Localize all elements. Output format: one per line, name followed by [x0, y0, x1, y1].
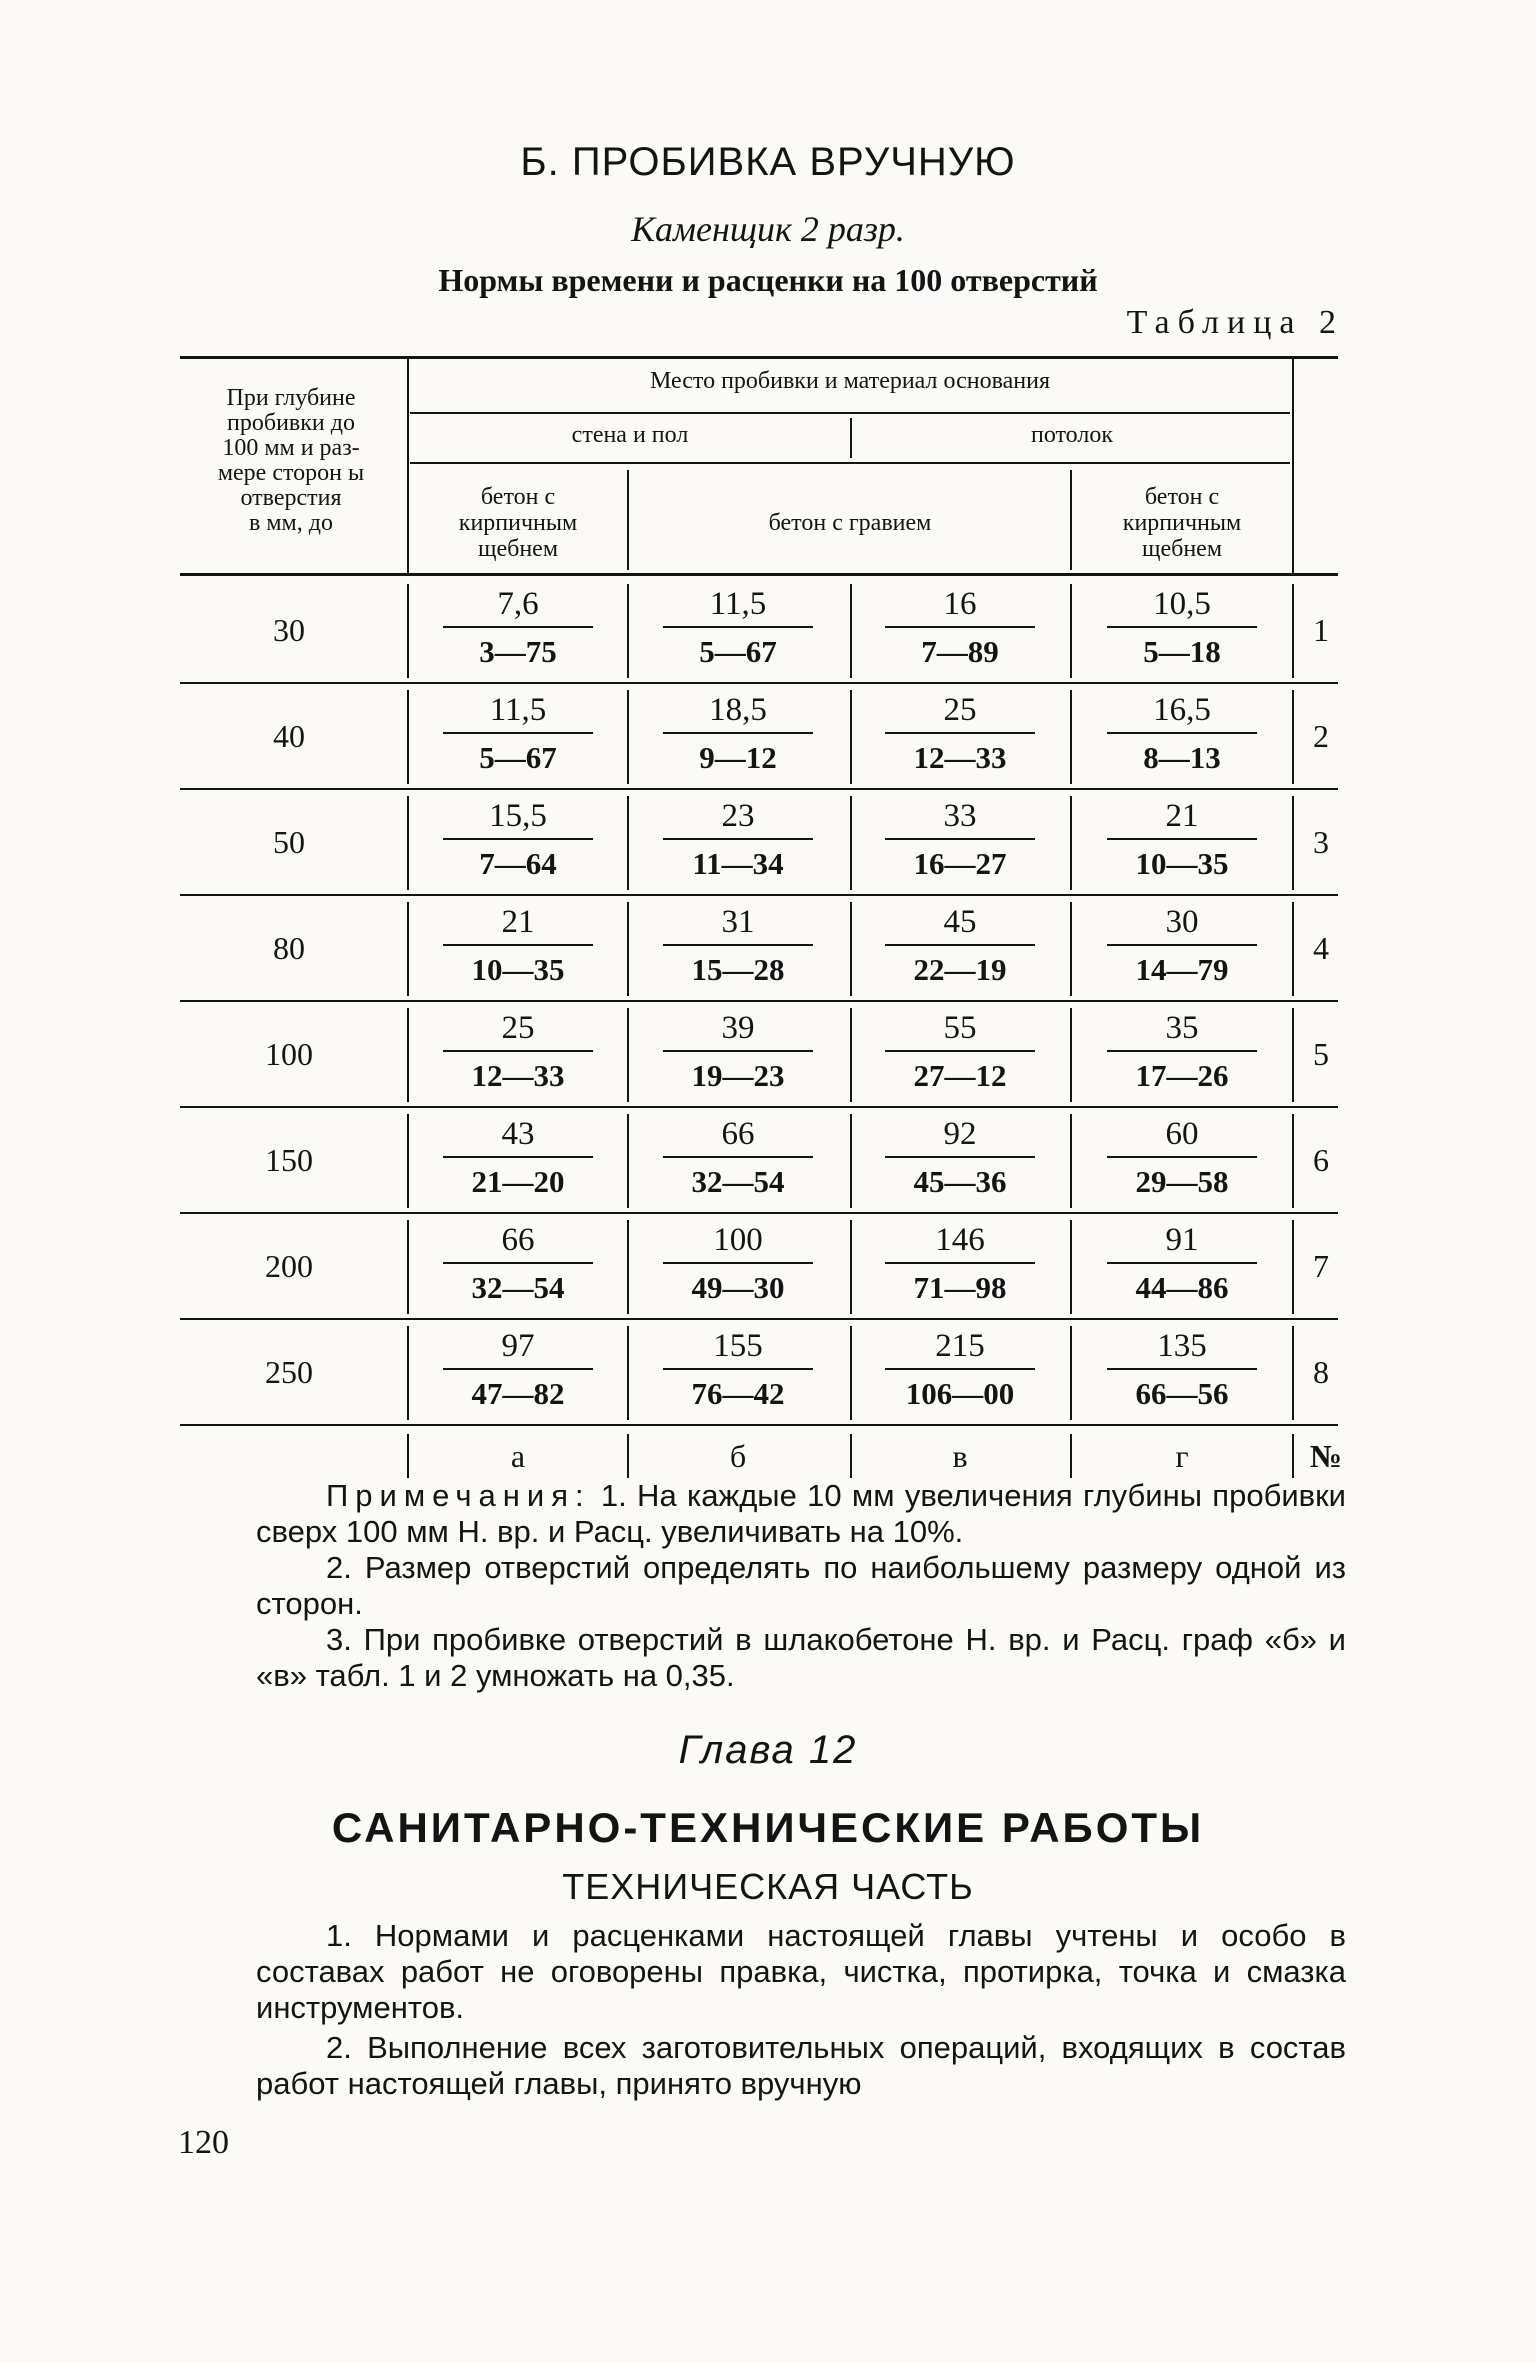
column-letter: а [510, 1438, 526, 1474]
time-norm: 146 [935, 1222, 985, 1258]
table-row-vline [850, 1220, 852, 1314]
table-cell [850, 1112, 1070, 1204]
header-place-material: Место пробивки и материал основания [649, 368, 1051, 394]
number-sign: № [1309, 1438, 1343, 1474]
price-rate: 7—64 [479, 846, 557, 881]
time-norm: 35 [1165, 1010, 1199, 1046]
time-norm: 91 [1165, 1222, 1199, 1258]
time-norm: 55 [943, 1010, 977, 1046]
table-row-rule [180, 682, 1338, 684]
table-row-vline [407, 584, 409, 678]
table-row-vline [407, 1008, 409, 1102]
time-norm: 97 [501, 1328, 535, 1364]
table-cell [628, 1006, 848, 1098]
price-rate: 21—20 [471, 1164, 565, 1199]
table-cell [850, 1218, 1070, 1310]
header-col-a-line: кирпичным [458, 510, 578, 536]
header-vline-left [407, 358, 409, 573]
table-row-rule [180, 894, 1338, 896]
header-rule-2 [410, 462, 1290, 464]
column-letter: в [952, 1438, 968, 1474]
table-cell [1072, 1112, 1292, 1204]
notes-label: Примечания: [326, 1478, 591, 1513]
header-depth-label [186, 386, 396, 536]
time-norm: 66 [501, 1222, 535, 1258]
table-row-vline [627, 690, 629, 784]
table-cell [628, 1218, 848, 1310]
note-1 [256, 1478, 1346, 1550]
body-paragraph-2: 2. Выполнение всех заготовительных операций, входящих в состав работ настоящей главы, принято вручную [256, 2030, 1346, 2101]
table-row-vline [627, 1114, 629, 1208]
header-depth-line: 100 мм и раз- [222, 435, 360, 461]
table-row-rule [180, 788, 1338, 790]
table-row-rule [180, 1106, 1338, 1108]
table-cell [408, 1112, 628, 1204]
time-norm: 16 [943, 586, 977, 622]
table-cell [628, 1324, 848, 1416]
note-3: 3. При пробивке отверстий в шлакобетоне Н. вр. и Расц. граф «б» и «в» табл. 1 и 2 умножать на 0,35. [256, 1622, 1346, 1693]
header-col-g-line: щебнем [1141, 536, 1223, 562]
price-rate: 12—33 [913, 740, 1007, 775]
table-row-depth: 250 [265, 1354, 313, 1390]
price-rate: 76—42 [691, 1376, 785, 1411]
letter-row-vline [407, 1434, 409, 1478]
price-rate: 47—82 [471, 1376, 565, 1411]
header-col-g [1072, 484, 1292, 562]
table-cell [1072, 794, 1292, 886]
header-col-a-line: бетон с [480, 484, 556, 510]
table-row-vline [407, 1326, 409, 1420]
table-cell [408, 1218, 628, 1310]
page-number: 120 [178, 2124, 229, 2161]
column-letter: б [729, 1438, 747, 1474]
table-row-vline [1292, 1220, 1294, 1314]
tech-part-heading: ТЕХНИЧЕСКАЯ ЧАСТЬ [562, 1866, 974, 1907]
table-cell [628, 582, 848, 674]
table-cell [628, 1112, 848, 1204]
table-cell [1072, 900, 1292, 992]
table-row-vline [1070, 796, 1072, 890]
letter-row-vline [850, 1434, 852, 1478]
time-norm: 92 [943, 1116, 977, 1152]
time-norm: 21 [501, 904, 535, 940]
table-row-vline [1292, 584, 1294, 678]
table-cell [850, 794, 1070, 886]
table-row-vline [1070, 1220, 1072, 1314]
price-rate: 9—12 [699, 740, 777, 775]
time-norm: 10,5 [1153, 586, 1211, 622]
table-row-vline [1292, 1114, 1294, 1208]
time-norm: 60 [1165, 1116, 1199, 1152]
table-cell [850, 1324, 1070, 1416]
table-row-depth: 50 [273, 824, 305, 860]
price-rate: 45—36 [913, 1164, 1007, 1199]
header-wall-floor: стена и пол [571, 422, 689, 448]
header-depth-line: в мм, до [249, 510, 333, 536]
price-rate: 15—28 [691, 952, 785, 987]
chapter-number: Глава 12 [678, 1728, 858, 1772]
header-ceiling: потолок [1030, 422, 1114, 448]
time-norm: 18,5 [709, 692, 767, 728]
header-depth-line: пробивки до [227, 410, 355, 436]
table-cell [408, 688, 628, 780]
table-row-vline [627, 902, 629, 996]
table-row-number: 1 [1313, 612, 1329, 648]
table-row-vline [850, 902, 852, 996]
price-rate: 106—00 [905, 1376, 1015, 1411]
table-cell [408, 1006, 628, 1098]
table-cell [628, 688, 848, 780]
table-cell [850, 900, 1070, 992]
table-row-vline [1070, 690, 1072, 784]
table-row-vline [407, 690, 409, 784]
price-rate: 14—79 [1135, 952, 1229, 987]
time-norm: 21 [1165, 798, 1199, 834]
column-letter: г [1175, 1438, 1189, 1474]
time-norm: 30 [1165, 904, 1199, 940]
table-row-vline [1070, 1114, 1072, 1208]
table-cell [1072, 582, 1292, 674]
time-norm: 33 [943, 798, 977, 834]
table-row-number: 3 [1313, 824, 1329, 860]
table-cell [1072, 688, 1292, 780]
table-row-vline [627, 1220, 629, 1314]
table-row-depth: 40 [273, 718, 305, 754]
time-norm: 11,5 [709, 586, 767, 622]
table-row-vline [850, 1326, 852, 1420]
body-paragraph-1: 1. Нормами и расценками настоящей главы учтены и особо в составах работ не оговорены правка, чистка, протирка, точка и смазка инструментов. [256, 1918, 1346, 2025]
table-row-rule [180, 1424, 1338, 1426]
table-row-rule [180, 1000, 1338, 1002]
header-col-g-line: кирпичным [1122, 510, 1242, 536]
header-rule-1 [410, 412, 1290, 414]
note-2: 2. Размер отверстий определять по наибольшему размеру одной из сторон. [256, 1550, 1346, 1621]
header-col-g-line: бетон с [1144, 484, 1220, 510]
table-row-number: 6 [1313, 1142, 1329, 1178]
price-rate: 44—86 [1135, 1270, 1229, 1305]
table-row-number: 7 [1313, 1248, 1329, 1284]
table-row-number: 8 [1313, 1354, 1329, 1390]
price-rate: 32—54 [471, 1270, 565, 1305]
table-row-vline [850, 796, 852, 890]
table-row-number: 5 [1313, 1036, 1329, 1072]
table-cell [408, 582, 628, 674]
letter-row-vline [1292, 1434, 1294, 1478]
time-norm: 11,5 [489, 692, 547, 728]
time-norm: 100 [713, 1222, 763, 1258]
price-rate: 32—54 [691, 1164, 785, 1199]
price-rate: 22—19 [913, 952, 1007, 987]
time-norm: 135 [1157, 1328, 1207, 1364]
price-rate: 7—89 [921, 634, 999, 669]
table-row-rule [180, 1212, 1338, 1214]
table-cell [408, 794, 628, 886]
table-label: Таблица 2 [1126, 304, 1344, 341]
table-row-vline [407, 1220, 409, 1314]
price-rate: 17—26 [1135, 1058, 1229, 1093]
table-row-vline [1292, 1008, 1294, 1102]
price-rate: 19—23 [691, 1058, 785, 1093]
table-row-vline [627, 1326, 629, 1420]
table-row-vline [1070, 584, 1072, 678]
table-cell [628, 900, 848, 992]
header-col-b: бетон с гравием [768, 510, 932, 536]
table-row-vline [1070, 902, 1072, 996]
table-row-vline [1292, 796, 1294, 890]
table-cell [628, 794, 848, 886]
section-title: Б. ПРОБИВКА ВРУЧНУЮ [520, 140, 1016, 184]
letter-row-vline [627, 1434, 629, 1478]
table-row-number: 4 [1313, 930, 1329, 966]
table-row-vline [1292, 1326, 1294, 1420]
time-norm: 39 [721, 1010, 755, 1046]
price-rate: 29—58 [1135, 1164, 1229, 1199]
header-depth-line: отверстия [240, 485, 342, 511]
table-row-vline [627, 796, 629, 890]
table-cell [1072, 1324, 1292, 1416]
time-norm: 155 [713, 1328, 763, 1364]
table-row-vline [627, 1008, 629, 1102]
table-top-rule [180, 356, 1338, 359]
table-row-depth: 150 [265, 1142, 313, 1178]
table-cell [850, 688, 1070, 780]
table-row-vline [850, 1114, 852, 1208]
table-row-depth: 200 [265, 1248, 313, 1284]
time-norm: 7,6 [497, 586, 539, 622]
time-norm: 215 [935, 1328, 985, 1364]
table-row-vline [1292, 902, 1294, 996]
table-row-number: 2 [1313, 718, 1329, 754]
price-rate: 12—33 [471, 1058, 565, 1093]
header-col-a [410, 484, 626, 562]
body-text [256, 1918, 1346, 2106]
table-row-vline [407, 796, 409, 890]
note-1-text: 1. На каждые 10 мм увеличения глубины пробивки сверх 100 мм Н. вр. и Расц. увеличивать на 10%. [256, 1478, 1346, 1549]
time-norm: 66 [721, 1116, 755, 1152]
time-norm: 16,5 [1153, 692, 1211, 728]
price-rate: 3—75 [479, 634, 557, 669]
notes [256, 1478, 1346, 1694]
header-depth-line: При глубине [226, 385, 356, 411]
table-row-vline [1070, 1008, 1072, 1102]
table-row-depth: 80 [273, 930, 305, 966]
time-norm: 31 [721, 904, 755, 940]
table-cell [850, 582, 1070, 674]
table-cell [408, 900, 628, 992]
header-bottom-rule [180, 573, 1338, 576]
time-norm: 45 [943, 904, 977, 940]
time-norm: 15,5 [489, 798, 547, 834]
letter-row-vline [1070, 1434, 1072, 1478]
table-row-depth: 30 [273, 612, 305, 648]
price-rate: 11—34 [692, 846, 784, 881]
price-rate: 10—35 [471, 952, 565, 987]
time-norm: 43 [501, 1116, 535, 1152]
table-row-vline [1292, 690, 1294, 784]
table-row-vline [850, 584, 852, 678]
price-rate: 27—12 [913, 1058, 1007, 1093]
price-rate: 8—13 [1143, 740, 1221, 775]
norms-title: Нормы времени и расценки на 100 отверстий [438, 262, 1098, 298]
table-row-vline [407, 1114, 409, 1208]
table-row-vline [1070, 1326, 1072, 1420]
table-row-vline [850, 690, 852, 784]
price-rate: 10—35 [1135, 846, 1229, 881]
header-depth-line: мере сторон ы [217, 460, 365, 486]
header-vline-right [1292, 358, 1294, 573]
price-rate: 5—18 [1143, 634, 1221, 669]
table-cell [1072, 1006, 1292, 1098]
price-rate: 71—98 [913, 1270, 1007, 1305]
table-cell [408, 1324, 628, 1416]
price-rate: 16—27 [913, 846, 1007, 881]
time-norm: 25 [501, 1010, 535, 1046]
worker-grade: Каменщик 2 разр. [631, 209, 905, 249]
time-norm: 25 [943, 692, 977, 728]
price-rate: 66—56 [1135, 1376, 1229, 1411]
table-cell [850, 1006, 1070, 1098]
time-norm: 23 [721, 798, 755, 834]
table-row-vline [627, 584, 629, 678]
table-row-vline [407, 902, 409, 996]
price-rate: 49—30 [691, 1270, 785, 1305]
price-rate: 5—67 [479, 740, 557, 775]
header-col-a-line: щебнем [477, 536, 559, 562]
header-vline-ab [627, 470, 629, 570]
table-row-vline [850, 1008, 852, 1102]
table-row-depth: 100 [265, 1036, 313, 1072]
chapter-title: САНИТАРНО-ТЕХНИЧЕСКИЕ РАБОТЫ [331, 1804, 1205, 1851]
table-cell [1072, 1218, 1292, 1310]
table-row-rule [180, 1318, 1338, 1320]
price-rate: 5—67 [699, 634, 777, 669]
